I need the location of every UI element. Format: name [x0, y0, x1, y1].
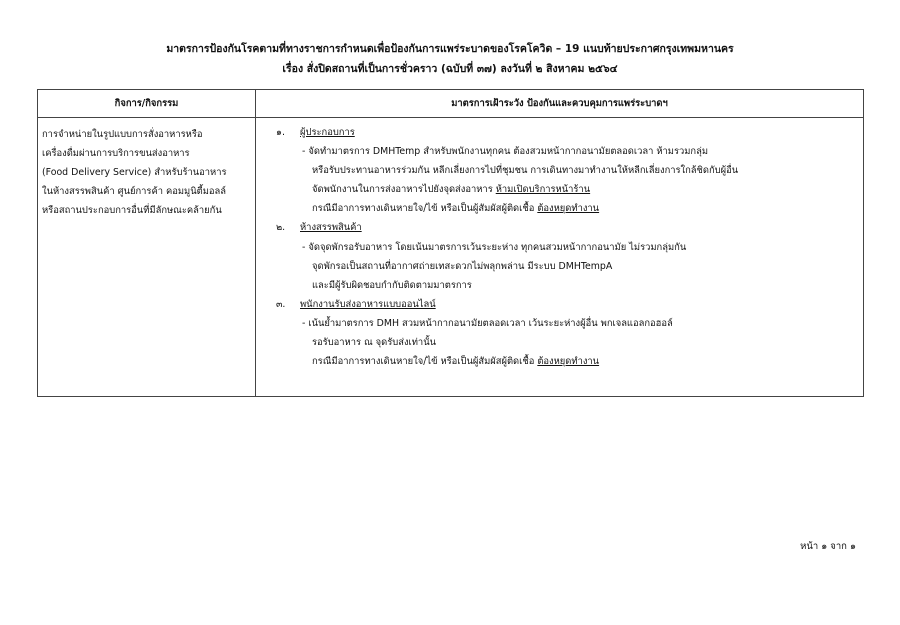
- page-number: หน้า ๑ จาก ๑: [800, 541, 856, 552]
- measures-table: [37, 89, 864, 397]
- activity-line: เครื่องดื่มผ่านการบริการขนส่งอาหาร: [42, 148, 190, 159]
- measure-line: จุดพักรอเป็นสถานที่อากาศถ่ายเทสะดวกไม่พลุกพล่าน มีระบบ DMHTempA: [312, 260, 613, 272]
- activity-cell: [38, 118, 256, 397]
- section-heading-delivery-staff: ๓. พนักงานรับส่งอาหารแบบออนไลน์: [276, 298, 436, 310]
- measure-line: - จัดจุดพักรอรับอาหาร โดยเน้นมาตรการเว้นระยะห่าง ทุกคนสวมหน้ากากอนามัย ไม่รวมกลุ่มกัน: [302, 241, 687, 253]
- measure-line: - จัดทำมาตรการ DMHTemp สำหรับพนักงานทุกคน ต้องสวมหน้ากากอนามัยตลอดเวลา ห้ามรวมกลุ่ม: [302, 146, 709, 158]
- section-heading-operator: ๑. ผู้ประกอบการ: [276, 127, 355, 138]
- measure-line: กรณีมีอาการทางเดินหายใจ/ไข้ หรือเป็นผู้สัมผัสผู้ติดเชื้อ ต้องหยุดทำงาน: [312, 203, 600, 215]
- measure-line: รอรับอาหาร ณ จุดรับส่งเท่านั้น: [312, 337, 437, 349]
- activity-line: การจำหน่ายในรูปแบบการสั่งอาหารหรือ: [42, 129, 203, 140]
- underlined-note: ต้องหยุดทำงาน: [537, 203, 600, 215]
- column-header-activity: กิจการ/กิจกรรม: [38, 90, 256, 118]
- underlined-note: ห้ามเปิดบริการหน้าร้าน: [495, 184, 591, 196]
- activity-line: หรือสถานประกอบการอื่นที่มีลักษณะคล้ายกัน: [42, 205, 222, 216]
- measure-line: หรือรับประทานอาหารร่วมกัน หลีกเลี่ยงการไปที่ชุมชน การเดินทางมาทำงานให้หลีกเลี่ยงการใกล้ชิดกับผู้อื่น: [312, 165, 739, 177]
- measure-line: กรณีมีอาการทางเดินหายใจ/ไข้ หรือเป็นผู้สัมผัสผู้ติดเชื้อ ต้องหยุดทำงาน: [312, 356, 600, 368]
- underlined-note: ต้องหยุดทำงาน: [537, 356, 600, 368]
- measure-line: จัดพนักงานในการส่งอาหารไปยังจุดส่งอาหาร ห้ามเปิดบริการหน้าร้าน: [312, 184, 591, 196]
- document-title-line2: เรื่อง สั่งปิดสถานที่เป็นการชั่วคราว (ฉบับที่ ๓๗) ลงวันที่ ๒ สิงหาคม ๒๕๖๔: [282, 63, 618, 75]
- measure-line: - เน้นย้ำมาตรการ DMH สวมหน้ากากอนามัยตลอดเวลา เว้นระยะห่างผู้อื่น พกเจลแอลกอฮอล์: [302, 317, 673, 329]
- activity-line: (Food Delivery Service) สำหรับร้านอาหาร: [42, 167, 227, 178]
- table-row: [38, 118, 864, 397]
- table-header-row: [38, 90, 864, 118]
- section-heading-mall: ๒. ห้างสรรพสินค้า: [276, 222, 362, 234]
- measures-cell: [256, 118, 864, 397]
- activity-line: ในห้างสรรพสินค้า ศูนย์การค้า คอมมูนิตี้มอลล์: [42, 186, 227, 197]
- measure-line: และมีผู้รับผิดชอบกำกับติดตามมาตรการ: [312, 279, 472, 291]
- document-title-line1: มาตรการป้องกันโรคตามที่ทางราชการกำหนดเพื่อป้องกันการแพร่ระบาดของโรคโควิด – 19 แนบท้ายประกาศกรุงเทพมหานคร: [166, 43, 734, 55]
- column-header-measures: มาตรการเฝ้าระวัง ป้องกันและควบคุมการแพร่ระบาดฯ: [256, 90, 864, 118]
